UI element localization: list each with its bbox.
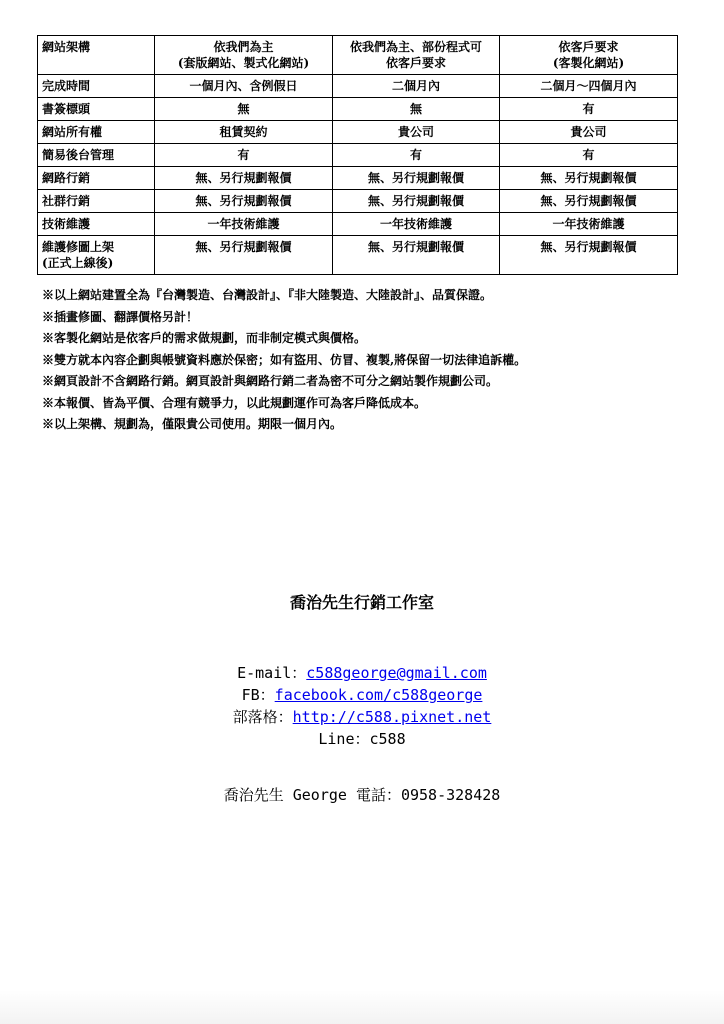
- table-cell: 貴公司: [333, 121, 500, 144]
- row-label: 社群行銷: [38, 190, 155, 213]
- table-cell: 一年技術維護: [333, 213, 500, 236]
- table-cell: 無、另行規劃報價: [333, 190, 500, 213]
- table-row: [38, 190, 678, 213]
- table-header-row: [38, 36, 678, 75]
- row-label-line: 維護修圖上架: [42, 240, 115, 254]
- notes-list: [42, 285, 682, 436]
- column-header-semi-custom: [333, 36, 500, 75]
- row-label: 網站所有權: [38, 121, 155, 144]
- column-header-template: [155, 36, 333, 75]
- column-header-line: 依客戶要求: [558, 40, 619, 54]
- table-cell: 有: [155, 144, 333, 167]
- table-cell: 有: [500, 144, 678, 167]
- row-label: 書簽標頭: [38, 98, 155, 121]
- email-label: E-mail：: [237, 664, 307, 682]
- table-row: [38, 167, 678, 190]
- note-item: ※以上架構、規劃為，僅限貴公司使用。期限一個月內。: [42, 417, 343, 431]
- blog-line: [0, 706, 724, 728]
- table-row: [38, 98, 678, 121]
- table-cell: 貴公司: [500, 121, 678, 144]
- facebook-line: [0, 684, 724, 706]
- row-label: 網路行銷: [38, 167, 155, 190]
- line-id: Line：c588: [318, 730, 406, 748]
- note-item: ※雙方就本內容企劃與帳號資料應於保密；如有盜用、仿冒、複製,將保留一切法律追訴權。: [42, 352, 527, 367]
- table-cell: 一年技術維護: [155, 213, 333, 236]
- facebook-link[interactable]: facebook.com/c588george: [274, 686, 483, 704]
- table-corner-header: 網站架構: [38, 36, 155, 75]
- table-cell: 二個月～四個月內: [500, 75, 678, 98]
- blog-label: 部落格：: [232, 708, 293, 726]
- table-cell: 無: [333, 98, 500, 121]
- table-row: [38, 121, 678, 144]
- column-header-line: (套版網站、製式化網站): [177, 56, 310, 70]
- table-cell: 二個月內: [333, 75, 500, 98]
- table-cell: 有: [333, 144, 500, 167]
- table-cell: 無、另行規劃報價: [333, 167, 500, 190]
- email-link[interactable]: c588george@gmail.com: [306, 664, 487, 682]
- table-cell: 無、另行規劃報價: [500, 236, 678, 275]
- table-cell: 有: [500, 98, 678, 121]
- row-label: 技術維護: [38, 213, 155, 236]
- table-cell: 無、另行規劃報價: [155, 190, 333, 213]
- row-label: 完成時間: [38, 75, 155, 98]
- table-cell: 一年技術維護: [500, 213, 678, 236]
- pricing-table: [37, 35, 678, 275]
- table-row: [38, 213, 678, 236]
- row-label-line: (正式上線後): [42, 256, 114, 270]
- note-item: ※客製化網站是依客戶的需求做規劃，而非制定模式與價格。: [42, 331, 367, 345]
- table-row: [38, 144, 678, 167]
- column-header-line: 依客戶要求: [385, 56, 446, 70]
- email-line: [0, 662, 724, 684]
- page-bottom-edge: [0, 990, 724, 1024]
- table-cell: 無: [155, 98, 333, 121]
- table-cell: 無、另行規劃報價: [500, 190, 678, 213]
- column-header-custom: [500, 36, 678, 75]
- note-item: ※網頁設計不含網路行銷。網頁設計與網路行銷二者為密不可分之網站製作規劃公司。: [42, 374, 499, 388]
- table-cell: 無、另行規劃報價: [155, 236, 333, 275]
- table-cell: 租賃契約: [155, 121, 333, 144]
- table-cell: 無、另行規劃報價: [155, 167, 333, 190]
- note-item: ※本報價、皆為平價、合理有競爭力，以此規劃運作可為客戶降低成本。: [42, 395, 427, 410]
- blog-link[interactable]: http://c588.pixnet.net: [292, 708, 492, 726]
- row-label: 簡易後台管理: [38, 144, 155, 167]
- facebook-label: FB：: [241, 686, 275, 704]
- column-header-line: (客製化網站): [552, 56, 625, 70]
- table-cell: 無、另行規劃報價: [500, 167, 678, 190]
- note-item: ※以上網站建置全為『台灣製造、台灣設計』、『非大陸製造、大陸設計』、品質保證。: [42, 288, 493, 302]
- column-header-line: 依我們為主: [213, 40, 274, 54]
- table-row: [38, 75, 678, 98]
- table-row: [38, 236, 678, 275]
- studio-name: 喬治先生行銷工作室: [289, 593, 434, 612]
- column-header-line: 依我們為主、部份程式可: [349, 40, 482, 54]
- table-cell: 無、另行規劃報價: [333, 236, 500, 275]
- row-label: [38, 236, 155, 275]
- note-item: ※插畫修圖、翻譯價格另計！: [42, 309, 199, 324]
- phone-line: 喬治先生 George 電話：0958-328428: [223, 786, 501, 804]
- table-cell: 一個月內、含例假日: [155, 75, 333, 98]
